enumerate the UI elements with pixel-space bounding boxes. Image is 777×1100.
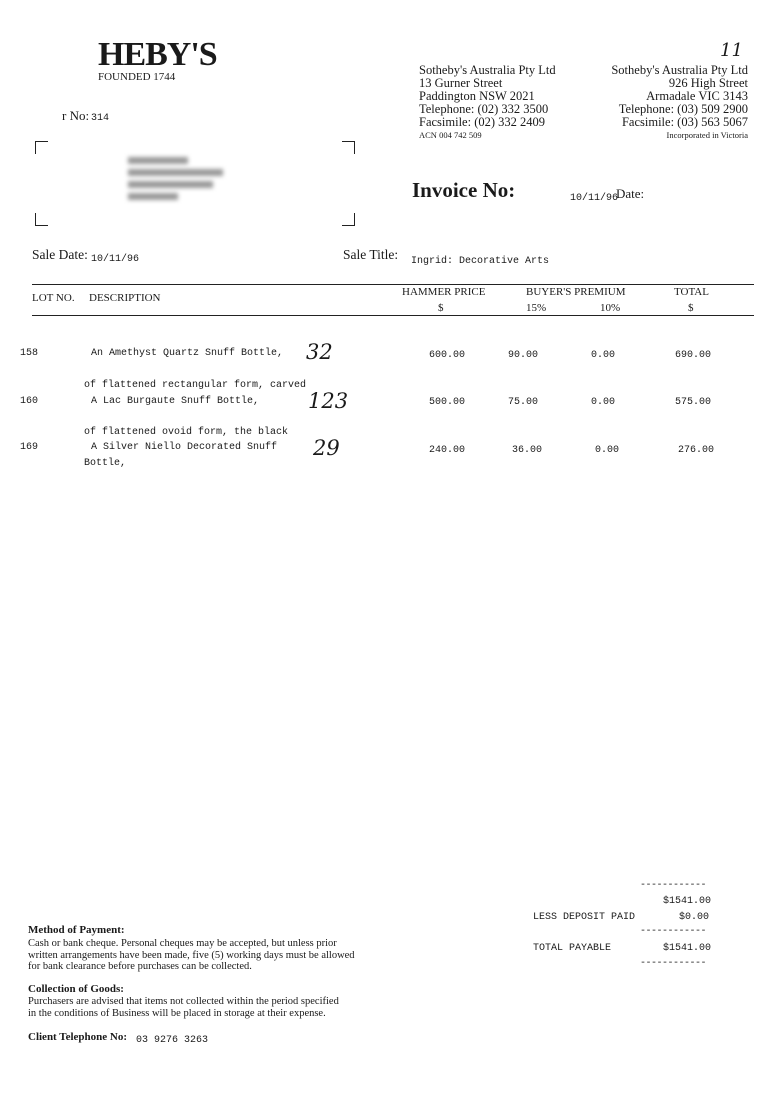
handwritten-number: 32 [306,340,333,364]
sothebys-logo: HEBY'S [98,36,217,73]
lot-no: 158 [20,348,39,359]
lot-no: 169 [20,442,39,453]
founded-text: FOUNDED 1744 [98,71,176,83]
customer-no: 314 [91,113,110,124]
payment-text-line: for bank clearance before purchases can be collected. [28,961,252,972]
address-window-corner [35,141,48,154]
sale-title-label: Sale Title: [343,247,399,262]
armadale-address [590,64,748,142]
row-total: 690.00 [675,350,712,361]
bp-15: 36.00 [512,445,543,456]
summary-dashes: ------------ [640,958,707,969]
address-line: Telephone: (02) 332 3500 [419,102,549,116]
redacted-client-address [128,157,223,200]
description-line: of flattened rectangular form, carved [84,380,307,391]
address-window-corner [342,141,355,154]
header-bp-10: 10% [600,302,621,314]
paddington-address [419,64,556,142]
address-line: Armadale VIC 3143 [646,89,748,103]
description-line: A Lac Burgaute Snuff Bottle, [91,396,260,407]
address-line: Sotheby's Australia Pty Ltd [611,63,748,77]
client-phone-label: Client Telephone No: [28,1031,128,1043]
total-payable: $1541.00 [663,943,712,954]
bp-10: 0.00 [595,445,620,456]
header-total-unit: $ [688,302,694,314]
payment-text-line: Cash or bank cheque. Personal cheques may be accepted, but unless prior [28,938,337,949]
header-bp-15: 15% [526,302,547,314]
total-payable-label: TOTAL PAYABLE [533,943,612,954]
header-buyers-premium: BUYER'S PREMIUM [526,286,626,298]
collection-text-line: Purchasers are advised that items not collected within the period specified [28,996,339,1007]
description-line: An Amethyst Quartz Snuff Bottle, [91,348,284,359]
sale-date-label: Sale Date: [32,247,88,262]
handwritten-number: 123 [308,389,349,413]
payment-text [28,938,355,973]
hammer-price: 240.00 [429,445,466,456]
description-line: A Silver Niello Decorated Snuff [91,442,278,453]
collection-heading: Collection of Goods: [28,983,124,995]
address-line: 13 Gurner Street [419,76,503,90]
client-phone: 03 9276 3263 [136,1035,209,1046]
header-hammer-price: HAMMER PRICE [402,286,486,298]
header-hammer-unit: $ [438,302,444,314]
sale-title: Ingrid: Decorative Arts [411,256,550,267]
invoice-date: 10/11/96 [570,193,619,204]
date-label: Date: [616,186,645,201]
bp-10: 0.00 [591,350,616,361]
address-window-corner [35,213,48,226]
description-line: Bottle, [84,458,127,469]
hammer-price: 500.00 [429,397,466,408]
address-line: Sotheby's Australia Pty Ltd [419,63,556,77]
payment-text-line: written arrangements have been made, five (5) working days must be allowed [28,949,355,961]
acn-number: ACN 004 742 509 [419,130,482,140]
incorporated-text: Incorporated in Victoria [666,130,748,140]
summary-dashes: ------------ [640,880,707,891]
handwritten-number: 29 [313,436,340,460]
address-window-corner [342,213,355,226]
header-lot-no: LOT NO. [32,292,75,304]
bp-15: 90.00 [508,350,539,361]
bp-15: 75.00 [508,397,539,408]
table-rule-bottom [32,315,754,316]
payment-heading: Method of Payment: [28,924,125,936]
table-rule-top [32,284,754,285]
row-total: 276.00 [678,445,715,456]
deposit-label: LESS DEPOSIT PAID [533,912,636,923]
hammer-price: 600.00 [429,350,466,361]
address-line: Paddington NSW 2021 [419,89,535,103]
deposit-amount: $0.00 [679,912,710,923]
bp-10: 0.00 [591,397,616,408]
lot-no: 160 [20,396,39,407]
sale-date: 10/11/96 [91,254,140,265]
address-line: Facsimile: (02) 332 2409 [419,115,546,129]
address-line: 926 High Street [668,76,748,90]
row-total: 575.00 [675,397,712,408]
collection-text-line: in the conditions of Business will be placed in storage at their expense. [28,1007,326,1019]
corner-handwritten-mark: 11 [720,40,743,61]
description-line: of flattened ovoid form, the black [84,427,289,438]
address-line: Telephone: (03) 509 2900 [618,102,748,116]
summary-dashes: ------------ [640,926,707,937]
address-line: Facsimile: (03) 563 5067 [621,115,748,129]
header-description: DESCRIPTION [89,292,161,304]
header-total: TOTAL [674,286,709,298]
invoice-no-label: Invoice No: [412,178,516,202]
customer-no-label: r No: [62,108,90,123]
collection-text [28,996,339,1019]
subtotal: $1541.00 [663,896,712,907]
